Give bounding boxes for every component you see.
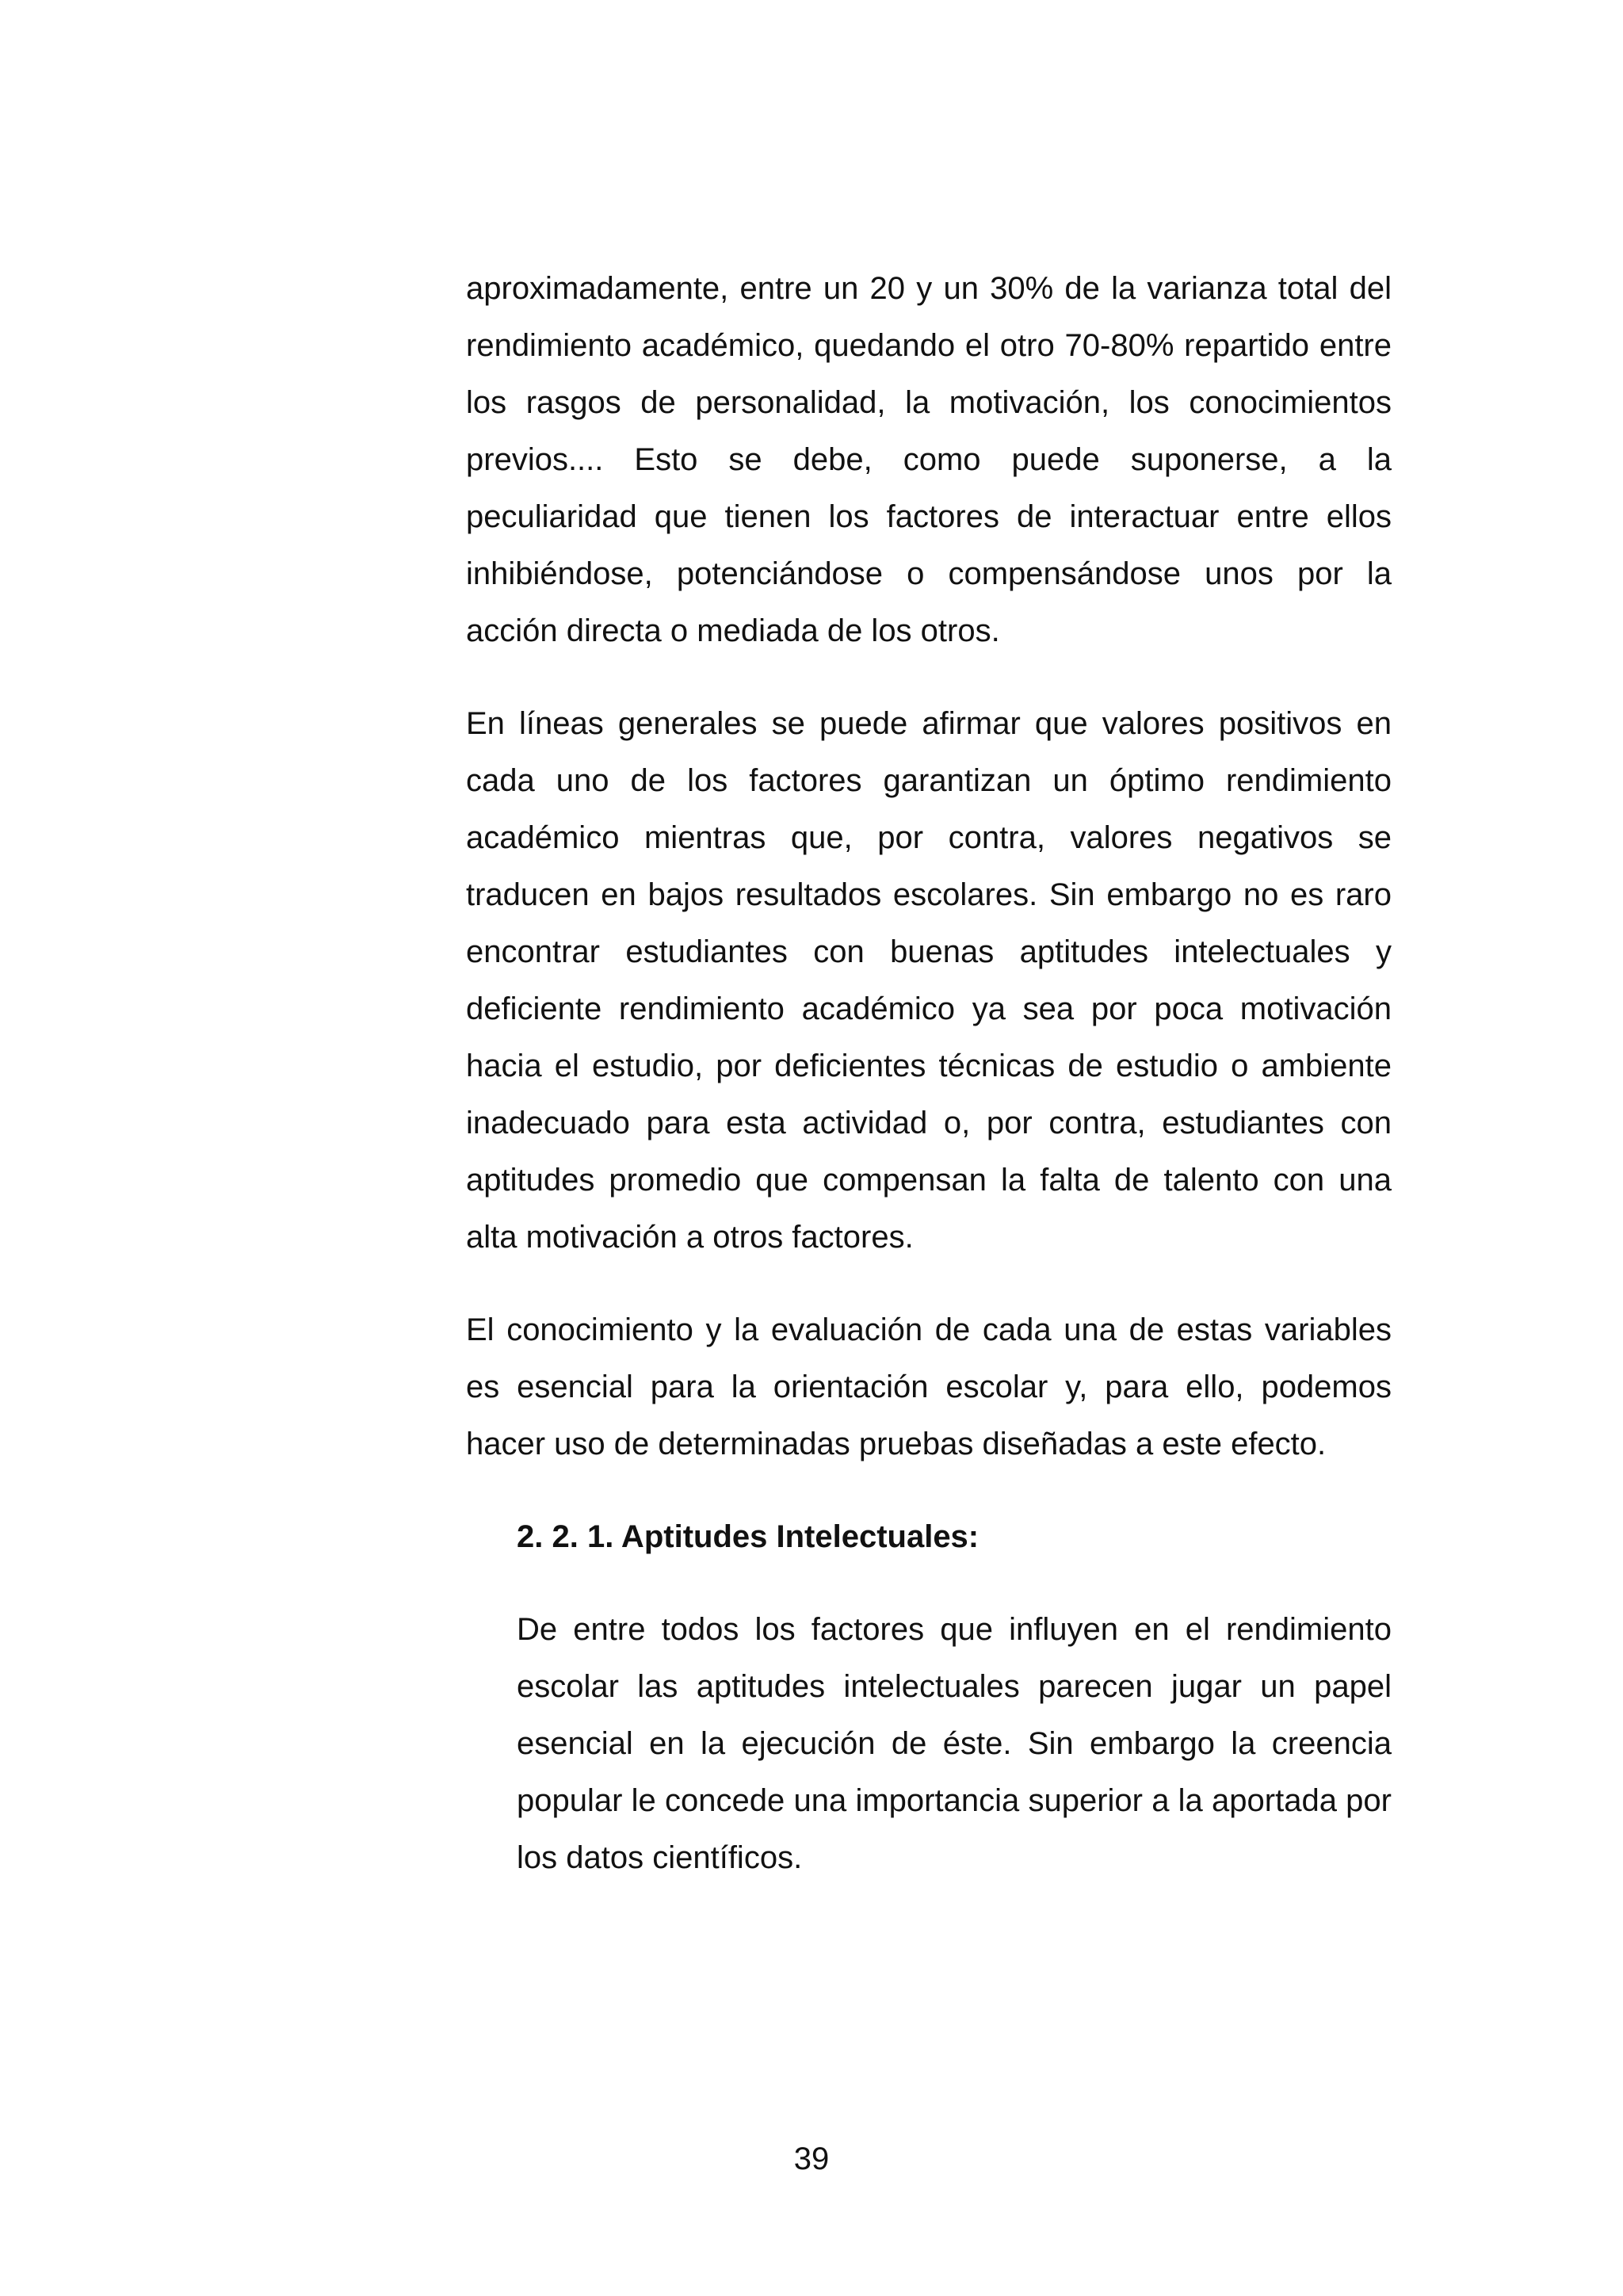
- section-paragraph: De entre todos los factores que influyen en el rendimiento escolar las aptitudes intelectuales parecen jugar un papel esencial en la ejecución de éste. Sin embargo la creencia popular le concede una importancia superior a la aportada por los datos científicos.: [517, 1612, 1392, 1875]
- paragraph-1: aproximadamente, entre un 20 y un 30% de la varianza total del rendimiento académico, quedando el otro 70-80% repartido entre los rasgos de personalidad, la motivación, los conocimientos previos.... Esto se debe, como puede suponerse, a la peculiaridad que tienen los factores de interactuar entre ellos inhibiéndose, potenciándose o compensándose unos por la acción directa o mediada de los otros.: [466, 271, 1392, 648]
- paragraph-2: En líneas generales se puede afirmar que valores positivos en cada uno de los factores garantizan un óptimo rendimiento académico mientras que, por contra, valores negativos se traducen en bajos resultados escolares. Sin embargo no es raro encontrar estudiantes con buenas aptitudes intelectuales y deficiente rendimiento académico ya sea por poca motivación hacia el estudio, por deficientes técnicas de estudio o ambiente inadecuado para esta actividad o, por contra, estudiantes con aptitudes promedio que compensan la falta de talento con una alta motivación a otros factores.: [466, 706, 1392, 1255]
- paragraph-3: El conocimiento y la evaluación de cada una de estas variables es esencial para la orientación escolar y, para ello, podemos hacer uso de determinadas pruebas diseñadas a este efecto.: [466, 1312, 1392, 1461]
- section-heading: 2. 2. 1. Aptitudes Intelectuales:: [517, 1519, 980, 1554]
- body-text: [466, 260, 1392, 1886]
- subsection-aptitudes: [517, 1508, 1392, 1886]
- page-number: 39: [793, 2141, 830, 2176]
